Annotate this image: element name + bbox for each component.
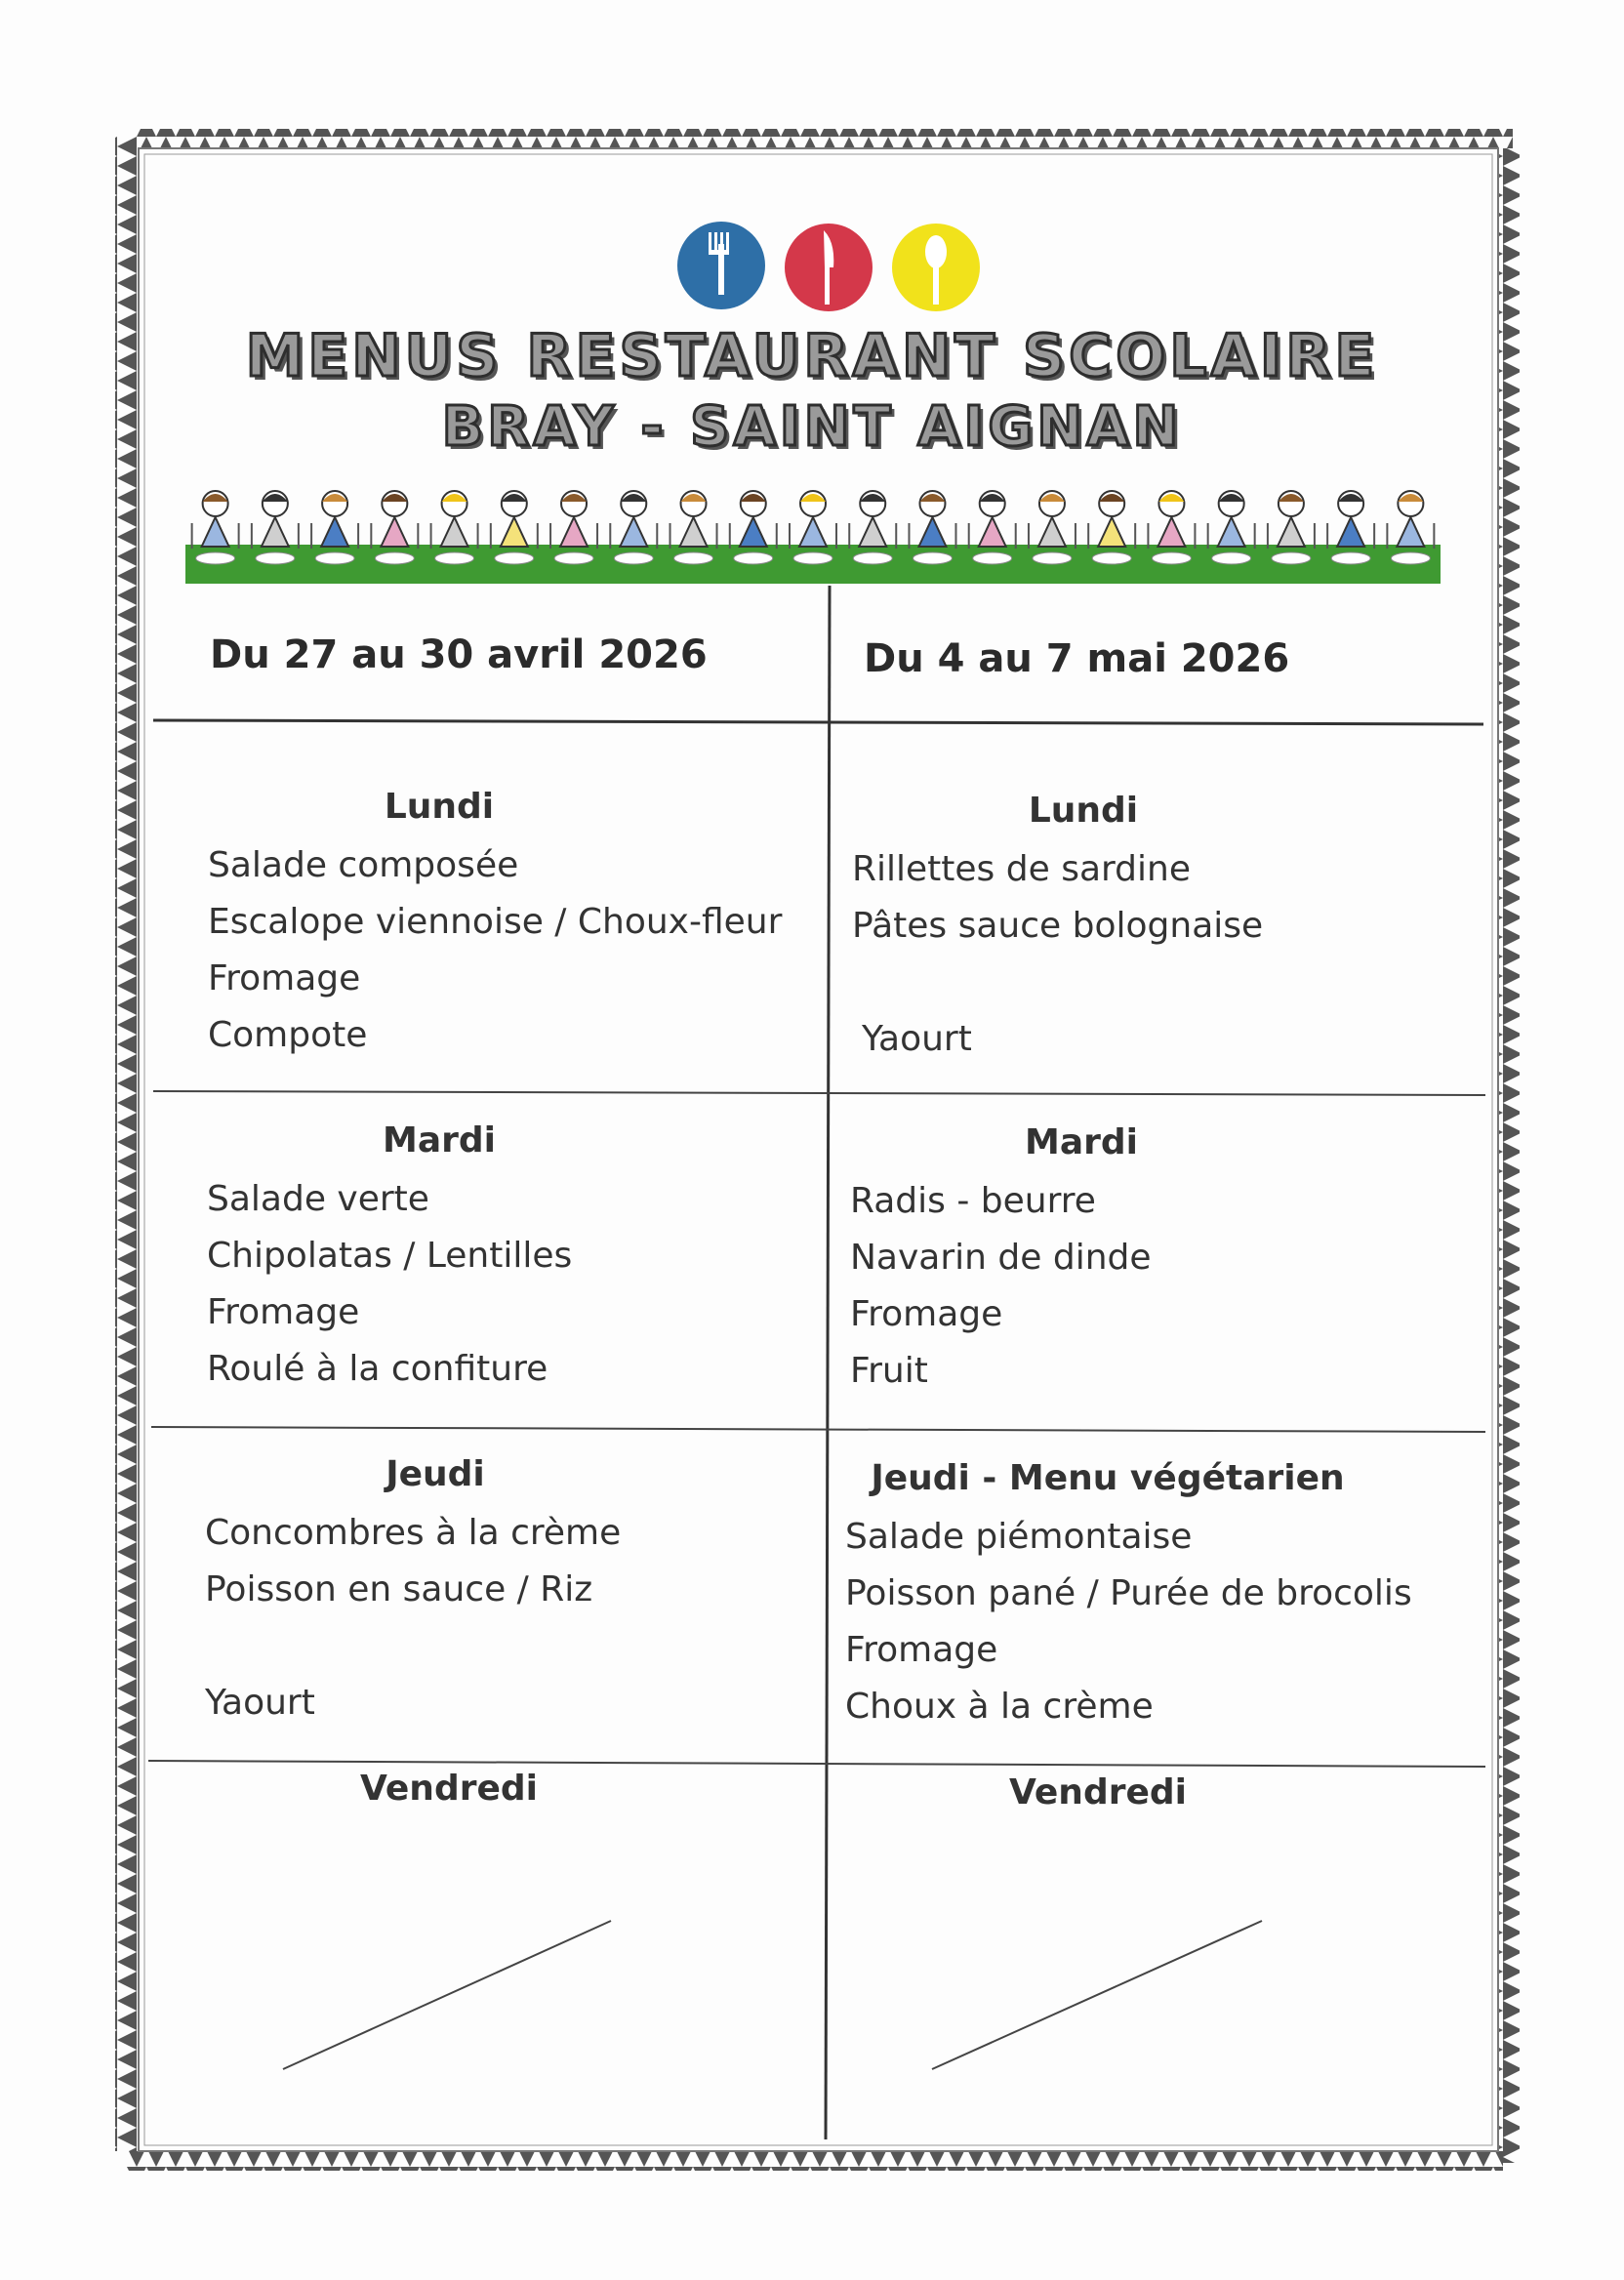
list-item: Navarin de dinde bbox=[850, 1238, 1152, 1278]
list-item: Fromage bbox=[208, 958, 361, 998]
list-item: Pâtes sauce bolognaise bbox=[852, 906, 1264, 946]
week-1-day-lundi: Lundi bbox=[384, 787, 495, 827]
header-divider bbox=[153, 720, 1483, 724]
week-2-day-mardi: Mardi bbox=[1025, 1122, 1138, 1162]
list-item: Rillettes de sardine bbox=[852, 849, 1191, 889]
list-item: Radis - beurre bbox=[850, 1181, 1096, 1221]
week-1-lundi-items bbox=[208, 837, 782, 1064]
list-item bbox=[852, 955, 1263, 1011]
list-item: Fromage bbox=[845, 1630, 998, 1670]
list-item: Fromage bbox=[850, 1294, 1003, 1334]
week-2-mardi-items bbox=[850, 1173, 1152, 1400]
week-1-mardi-items bbox=[207, 1171, 572, 1398]
week-2-jeudi-items bbox=[845, 1509, 1412, 1735]
week-1-day-mardi: Mardi bbox=[383, 1120, 496, 1160]
list-item: Poisson en sauce / Riz bbox=[205, 1569, 593, 1609]
list-item: Concombres à la crème bbox=[205, 1513, 622, 1553]
week-2-lundi-items bbox=[852, 841, 1263, 1068]
list-item bbox=[205, 1618, 621, 1675]
week-1-jeudi-items bbox=[205, 1505, 621, 1731]
list-item: Fromage bbox=[207, 1292, 360, 1332]
vendredi-empty-strike-left bbox=[283, 1921, 611, 2069]
week-1-day-vendredi: Vendredi bbox=[360, 1769, 538, 1809]
list-item: Choux à la crème bbox=[845, 1687, 1154, 1727]
week-2-day-lundi: Lundi bbox=[1028, 791, 1139, 831]
week-2-heading: Du 4 au 7 mai 2026 bbox=[864, 636, 1290, 681]
title-line-2: BRAY - SAINT AIGNAN bbox=[441, 395, 1183, 459]
list-item: Salade composée bbox=[208, 845, 519, 885]
week-2-day-vendredi: Vendredi bbox=[1009, 1772, 1187, 1812]
row-divider bbox=[151, 1427, 1485, 1432]
vendredi-empty-strike-right bbox=[932, 1921, 1262, 2069]
list-item: Escalope viennoise / Choux-fleur bbox=[208, 902, 783, 942]
list-item: Fruit bbox=[850, 1351, 928, 1391]
list-item: Salade piémontaise bbox=[845, 1517, 1193, 1557]
row-divider bbox=[148, 1761, 1485, 1767]
title-line-1: MENUS RESTAURANT SCOLAIRE bbox=[245, 322, 1379, 390]
week-1-day-jeudi: Jeudi bbox=[386, 1454, 485, 1494]
list-item: Yaourt bbox=[205, 1683, 315, 1723]
week-1-heading: Du 27 au 30 avril 2026 bbox=[210, 632, 708, 677]
list-item: Poisson pané / Purée de brocolis bbox=[845, 1573, 1412, 1613]
list-item: Salade verte bbox=[207, 1179, 429, 1219]
week-2-day-jeudi: Jeudi - Menu végétarien bbox=[871, 1458, 1345, 1498]
list-item: Compote bbox=[208, 1015, 368, 1055]
list-item: Roulé à la confiture bbox=[207, 1349, 548, 1389]
row-divider bbox=[153, 1091, 1485, 1095]
list-item: Yaourt bbox=[862, 1019, 972, 1059]
list-item: Chipolatas / Lentilles bbox=[207, 1236, 573, 1276]
